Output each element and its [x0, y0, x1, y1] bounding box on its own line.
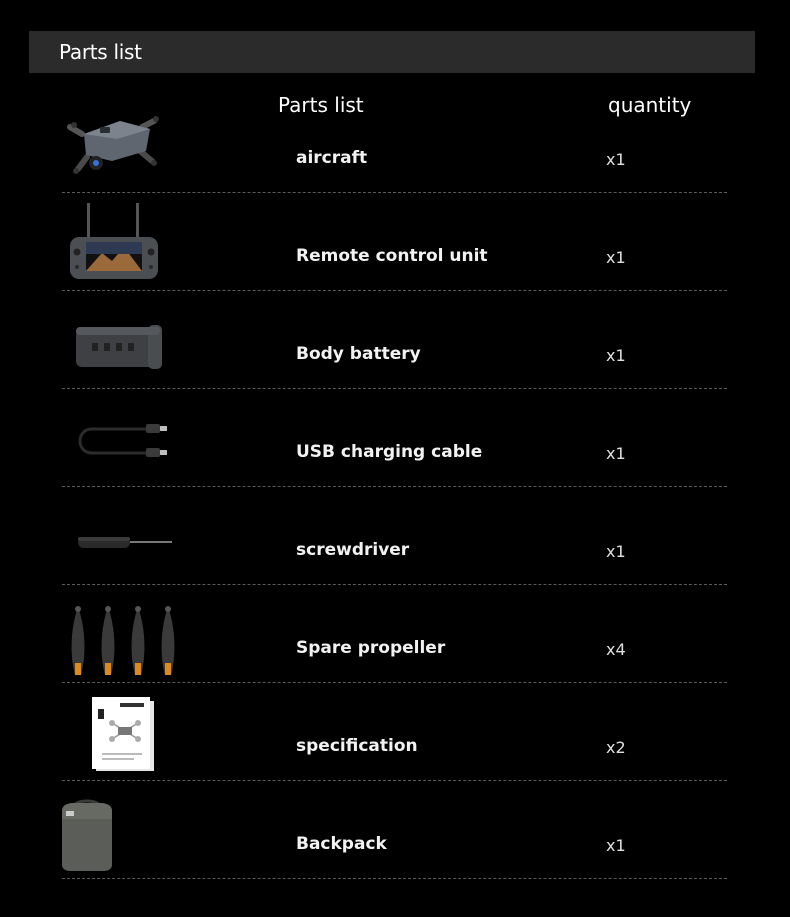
item-quantity: x1	[606, 346, 626, 365]
remote-controller-icon	[62, 197, 172, 285]
propeller-icon	[62, 589, 172, 677]
battery-icon	[62, 295, 172, 383]
item-name: Backpack	[296, 834, 387, 854]
page-title: Parts list	[59, 40, 142, 64]
item-quantity: x1	[606, 542, 626, 561]
column-header-quantity: quantity	[608, 93, 692, 117]
item-quantity: x1	[606, 444, 626, 463]
usb-cable-icon	[62, 393, 172, 481]
header-banner	[29, 31, 755, 73]
list-item	[62, 585, 727, 683]
list-item	[62, 487, 727, 585]
item-name: Body battery	[296, 344, 421, 364]
backpack-icon	[62, 785, 172, 873]
item-name: specification	[296, 736, 418, 756]
list-item	[62, 389, 727, 487]
item-quantity: x2	[606, 738, 626, 757]
item-name: Remote control unit	[296, 246, 488, 266]
list-item	[62, 291, 727, 389]
list-item	[62, 683, 727, 781]
manual-icon	[62, 687, 172, 775]
item-quantity: x1	[606, 248, 626, 267]
list-item	[62, 95, 727, 193]
item-quantity: x1	[606, 150, 626, 169]
drone-icon	[62, 99, 172, 187]
row-divider	[62, 878, 727, 879]
item-name: USB charging cable	[296, 442, 483, 462]
screwdriver-icon	[62, 491, 172, 579]
item-quantity: x4	[606, 640, 626, 659]
item-quantity: x1	[606, 836, 626, 855]
item-name: Spare propeller	[296, 638, 446, 658]
column-header-name: Parts list	[278, 93, 364, 117]
list-item	[62, 781, 727, 879]
item-name: screwdriver	[296, 540, 410, 560]
list-item	[62, 193, 727, 291]
item-name: aircraft	[296, 148, 368, 168]
